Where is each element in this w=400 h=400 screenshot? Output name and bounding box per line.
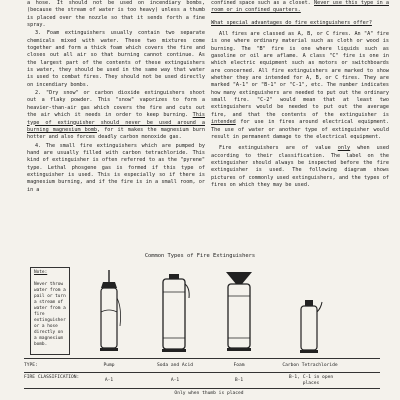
type-label: TYPE: <box>24 363 38 368</box>
table-rule-mid <box>24 372 380 373</box>
type-carbon-tet: Carbon Tetrachloride <box>282 363 338 368</box>
paragraph-confined: confined space such as a closet. Never use this type in a room or in confined quarters. <box>211 0 389 14</box>
left-text-column <box>27 0 205 195</box>
warning-magnesium: This type of extinguisher should never be used around a burning magnesium bomb <box>27 112 205 133</box>
table-rule-top <box>24 358 380 359</box>
type-soda-acid: Soda and Acid <box>157 363 193 368</box>
extinguisher-figure <box>24 264 380 400</box>
question-heading: What special advantages do fire extinguishers offer? <box>211 19 372 26</box>
classification-label: FIRE CLASSIFICATION: <box>24 375 80 380</box>
paragraph-classes: All fires are classed as A, B, or C fires. An "A" fire is one where ordinary material such as cloth or wood is burning. The "B" fire is one where liquids such as gasoline or oil are aflame. A class "C" fire is one in which electric equipment such as motors or switchboards are concerned. All fire extinguishers are marked to show whether they are intended for A, B, or C fires. They are marked "A-1" or "B-1" or "C-1", etc. The number indicates how many extinguishers are needed to put out the ordinary small fire. "C-2" would mean that at least two extinguishers would be needed to put out the average fire, and that the contents of the extinguisher is intended for use in fires around electrical equipment. The use of water or another type of extinguisher would result in permanent damage to the electrical equipment. <box>211 31 389 140</box>
note-text: Never throw water from a pail or turn a stream of water from a fire extinguisher or a hose directly on a magnesium bomb. <box>34 282 66 347</box>
paragraph-foam: 3. Foam extinguishers usually contain two separate chemicals mixed with water. These two mixtures come together and form a thick foam which covers the fire and closes out all air so that burning cannot continue. As the largest part of the contents of these extinguishers is water, they should be used in the same way that water is used to combat fires. They should not be used directly on incendiary bombs. <box>27 30 205 88</box>
class-soda-acid: A-1 <box>170 378 180 383</box>
note-title: Note: <box>34 270 48 275</box>
figure-title: Common Types of Fire Extinguishers <box>144 253 256 259</box>
paragraph-pump: 4. The small fire extinguishers which are pumped by hand are usually filled with carbon tetrachloride. This kind of extinguisher is often referred to as the "pyrene" type. Lethal phosgene gas is formed if this type of extinguisher is used. This is especially so if there is magnesium burning, and if the fire is in a small room, or in a <box>27 142 205 193</box>
class-foam: B-1 <box>234 378 244 383</box>
class-carbon-tet: B-1, C-1 in open places <box>288 375 334 386</box>
note-box <box>30 267 70 355</box>
footer-partial: Only when thumb is placed <box>174 391 244 396</box>
carbon-tetrachloride-extinguisher-icon <box>294 298 324 356</box>
warning-confined: Never use this type in a room or in confined quarters. <box>211 0 389 14</box>
type-foam: Foam <box>233 363 245 368</box>
paragraph-hose: a hose. It should not be used on incendiary bombs, (because the stream of water is too heavy) unless a thumb is placed over the nozzle so that it sends forth a fine spray. <box>27 0 205 29</box>
paragraph-value: Fire extinguishers are of value only when used according to their classification. The label on the extinguisher should always be inspected before the fire extinguisher is used. The following diagram shows pictures of commonly used extinguishers, and the types of fires on which they may be used. <box>211 145 389 188</box>
right-text-column <box>211 0 389 190</box>
class-pump: A-1 <box>104 378 114 383</box>
paragraph-dry-snow: 2. "Dry snow" or carbon dioxide extinguishers shoot out a flaky powder. This "snow" vaporizes to form a heavier-than-air gas which covers the fire and cuts out the air which it needs in order to keep burning. This type of extinguisher should never be used around a burning magnesium bomb, for it makes the magnesium burn hotter and also forces deadly carbon monoxide gas. <box>27 90 205 141</box>
type-pump: Pump <box>103 363 115 368</box>
pump-extinguisher-icon <box>94 268 124 356</box>
foam-extinguisher-icon <box>220 270 258 356</box>
soda-acid-extinguisher-icon <box>156 272 192 356</box>
table-rule-bottom <box>24 388 380 389</box>
